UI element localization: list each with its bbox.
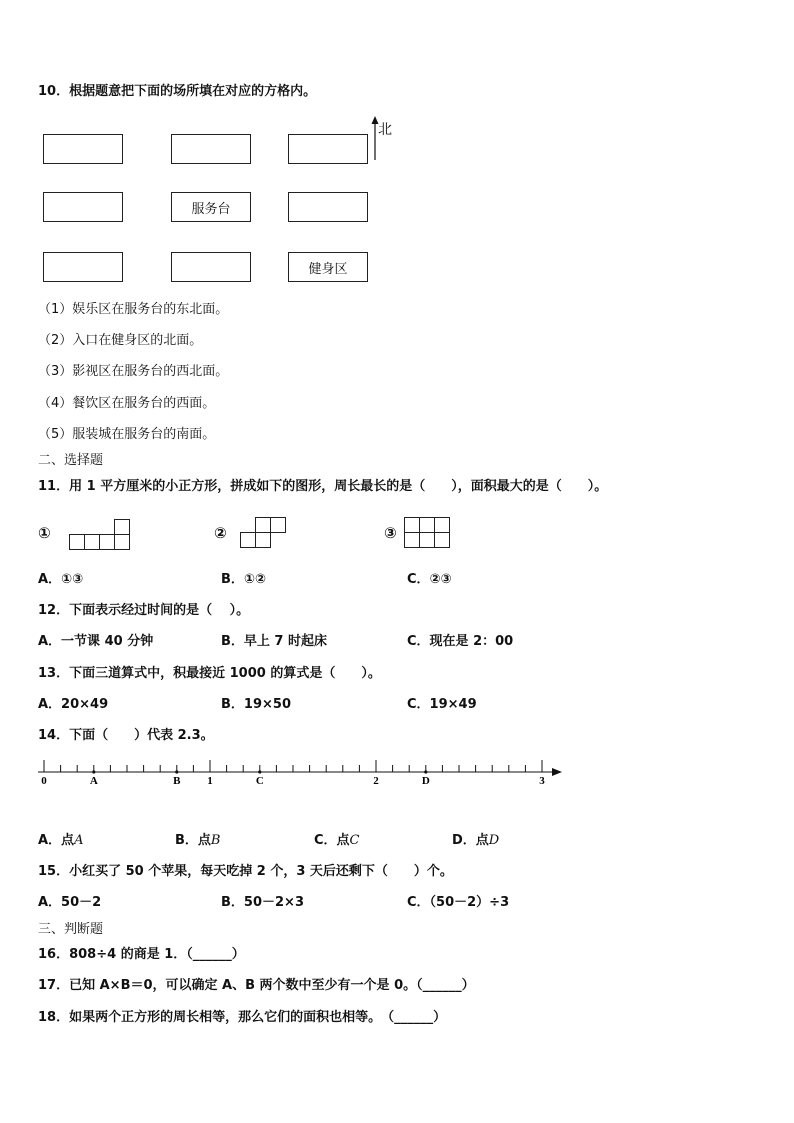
q11-figure-label-2: ② [214,524,227,542]
q15-option-b[interactable]: B．50－2×3 [221,895,304,910]
q14-option-d[interactable] [452,833,499,849]
q12-option-c[interactable]: C．现在是 2：00 [407,634,514,649]
number-line-arrow-icon [552,768,562,776]
q14-option-b-var: B [210,833,221,848]
q10-clue-3: （3）影视区在服务台的西北面。 [38,364,229,379]
q10-clue-1: （1）娱乐区在服务台的东北面。 [38,302,229,317]
q14-option-c-var: C [349,833,360,848]
q11-figure-2 [240,517,288,548]
section-choice-title: 二、选择题 [38,453,104,468]
grid-cell-r3c2[interactable] [171,252,251,282]
number-line [0,750,600,795]
q11-stem: 11．用 1 平方厘米的小正方形，拼成如下的图形，周长最长的是（ ），面积最大的是（ ）。 [38,479,608,494]
q11-figure-3 [404,517,452,548]
q11-option-b[interactable]: B．①② [221,572,266,587]
q14-option-a-var: A [74,833,84,848]
q14-stem: 14．下面（ ）代表 2.3。 [38,728,214,743]
q10-stem: 10．根据题意把下面的场所填在对应的方格内。 [38,84,317,99]
q14-option-a-text: A．点 [38,833,75,848]
number-line-point-c [258,770,261,773]
number-line-tick-label: 1 [207,775,213,787]
number-line-point-label-d: D [421,775,430,787]
q14-option-d-var: D [488,833,500,848]
q12-stem: 12．下面表示经过时间的是（ ）。 [38,603,250,618]
grid-cell-fitness-area: 健身区 [288,252,368,282]
number-line-point-d [424,770,427,773]
number-line-point-label-c: C [255,775,264,787]
q17-stem: 17．已知 A×B＝0，可以确定 A、B 两个数中至少有一个是 0。（______） [38,978,475,993]
number-line-tick-label: 2 [373,775,379,787]
grid-cell-r3c1[interactable] [43,252,123,282]
q16-stem: 16．808÷4 的商是 1．（______） [38,947,245,962]
grid-cell-r1c3[interactable] [288,134,368,164]
number-line-tick-label: 3 [539,775,545,787]
q11-figure-1 [69,519,131,550]
q13-stem: 13．下面三道算式中，积最接近 1000 的算式是（ ）。 [38,666,381,681]
number-line-point-label-a: A [89,775,98,787]
grid-cell-r1c1[interactable] [43,134,123,164]
number-line-tick-label: 0 [41,775,47,787]
north-label: 北 [378,122,392,138]
grid-cell-r1c2[interactable] [171,134,251,164]
q10-clue-4: （4）餐饮区在服务台的西面。 [38,396,216,411]
q14-option-b-text: B．点 [175,833,211,848]
q10-clue-2: （2）入口在健身区的北面。 [38,333,203,348]
q12-option-a[interactable]: A．一节课 40 分钟 [38,634,154,649]
q15-option-a[interactable]: A．50－2 [38,895,102,910]
q11-figure-label-1: ① [38,524,51,542]
q15-option-c[interactable]: C．（50－2）÷3 [407,895,510,910]
q13-option-a[interactable]: A．20×49 [38,697,109,712]
q11-option-a[interactable]: A．①③ [38,572,84,587]
q14-option-b[interactable] [175,833,220,849]
grid-cell-r2c1[interactable] [43,192,123,222]
q14-option-a[interactable] [38,833,83,849]
q14-option-c-text: C．点 [314,833,350,848]
q13-option-c[interactable]: C．19×49 [407,697,477,712]
number-line-point-a [92,770,95,773]
q11-figure-label-3: ③ [384,524,397,542]
q18-stem: 18．如果两个正方形的周长相等，那么它们的面积也相等。 （______） [38,1010,447,1025]
number-line-point-label-b: B [173,775,181,787]
q15-stem: 15．小红买了 50 个苹果，每天吃掉 2 个，3 天后还剩下（ ）个。 [38,864,453,879]
q10-clue-5: （5）服装城在服务台的南面。 [38,427,216,442]
q13-option-b[interactable]: B．19×50 [221,697,291,712]
q11-option-c[interactable]: C．②③ [407,572,452,587]
q12-option-b[interactable]: B．早上 7 时起床 [221,634,328,649]
grid-cell-service-desk: 服务台 [171,192,251,222]
q14-option-d-text: D．点 [452,833,489,848]
section-judge-title: 三、判断题 [38,922,104,937]
number-line-point-b [175,770,178,773]
grid-cell-r2c3[interactable] [288,192,368,222]
q14-option-c[interactable] [314,833,360,849]
